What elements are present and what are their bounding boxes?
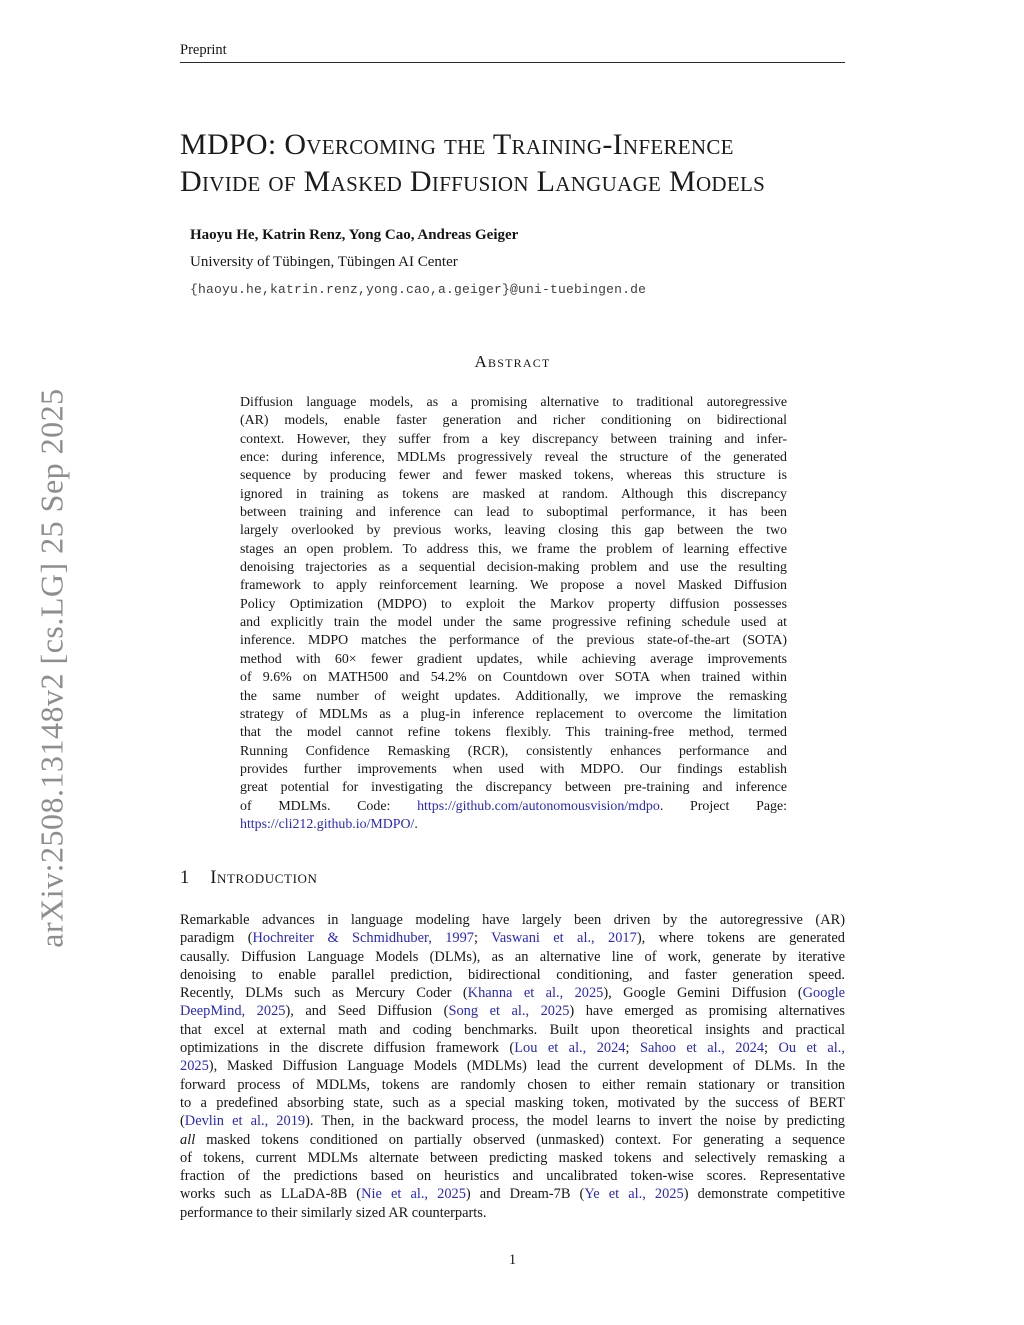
text-line: https://cli212.github.io/MDPO/.	[240, 816, 418, 832]
abstract-text	[240, 394, 787, 834]
text-line: ignored in training as tokens are masked at random. Although this discrepancy	[240, 486, 787, 502]
text-line: Diffusion language models, as a promising alternative to traditional autoregressive	[240, 395, 787, 410]
text-line: strategy of MDLMs as a plug-in inference replacement to overcome the limitation	[240, 706, 787, 722]
text-line: (Devlin et al., 2019). Then, in the backward process, the model learns to invert the noise by predicting	[180, 1113, 845, 1130]
text-line: great potential for investigating the discrepancy between pre-training and inference	[240, 780, 787, 796]
preprint-label: Preprint	[180, 42, 227, 58]
text-line: Running Confidence Remasking (RCR), consistently enhances performance and	[240, 743, 787, 759]
text-line: provides further improvements when used with MDPO. Our findings establish	[240, 761, 787, 777]
text-line: framework to apply reinforcement learning. We propose a novel Masked Diffusion	[240, 578, 787, 594]
text-line: the same number of weight updates. Additionally, we improve the remasking	[240, 688, 787, 704]
text-line: Recently, DLMs such as Mercury Coder (Khanna et al., 2025), Google Gemini Diffusion (Google	[180, 985, 845, 1002]
paper-title-line-1: MDPO: Overcoming the Training-Inference	[180, 128, 734, 161]
text-line: inference. MDPO matches the performance of the previous state-of-the-art (SOTA)	[240, 633, 787, 649]
section-title: Introduction	[210, 868, 318, 888]
introduction-text	[180, 911, 845, 1222]
arxiv-watermark: arXiv:2508.13148v2 [cs.LG] 25 Sep 2025	[33, 388, 70, 948]
text-line: of tokens, current MDLMs alternate between predicting masked tokens and selectively remasking a	[180, 1149, 845, 1166]
text-line: forward process of MDLMs, tokens are randomly chosen to either remain stationary or transition	[180, 1076, 845, 1093]
text-line: DeepMind, 2025), and Seed Diffusion (Song et al., 2025) have emerged as promising alternatives	[180, 1003, 845, 1020]
text-line: ence: during inference, MDLMs progressively reveal the structure of the generated	[240, 450, 787, 466]
code-url-link[interactable]: https://github.com/autonomousvision/mdpo	[417, 798, 660, 814]
section-number: 1	[180, 868, 190, 888]
emphasis-text: all	[180, 1131, 196, 1148]
citation-link[interactable]: Ye et al., 2025	[584, 1186, 684, 1203]
affiliation-line: University of Tübingen, Tübingen AI Center	[190, 254, 458, 270]
text-line: denoising trajectories as a sequential decision-making problem and use the resulting	[240, 560, 787, 576]
citation-link[interactable]: Song et al., 2025	[448, 1003, 570, 1020]
text-line: (AR) models, enable faster generation and richer conditioning on bidirectional	[240, 413, 787, 429]
citation-link[interactable]: 2025	[180, 1058, 209, 1075]
page-number: 1	[508, 1252, 517, 1268]
citation-link[interactable]: Nie et al., 2025	[361, 1186, 466, 1203]
citation-link[interactable]: Devlin et al., 2019	[184, 1113, 306, 1130]
text-line: Policy Optimization (MDPO) to exploit the Markov property diffusion possesses	[240, 596, 787, 612]
text-line: works such as LLaDA-8B (Nie et al., 2025) and Dream-7B (Ye et al., 2025) demonstrate competitive	[180, 1186, 845, 1203]
citation-link[interactable]: Vaswani et al., 2017	[491, 930, 637, 947]
text-line: stages an open problem. To address this, we frame the problem of learning effective	[240, 541, 787, 557]
citation-link[interactable]: Google	[802, 985, 845, 1002]
citation-link[interactable]: Sahoo et al., 2024	[639, 1040, 765, 1057]
authors-line: Haoyu He, Katrin Renz, Yong Cao, Andreas Geiger	[190, 227, 519, 243]
text-line: to a predefined absorbing state, such as a special masking token, motivated by the success of BERT	[180, 1094, 845, 1111]
text-line: that the model cannot refine tokens flexibly. This training-free method, termed	[240, 725, 787, 741]
text-line: method with 60× fewer gradient updates, while achieving average improvements	[240, 651, 787, 667]
text-line: paradigm (Hochreiter & Schmidhuber, 1997; Vaswani et al., 2017), where tokens are generated	[180, 930, 845, 947]
citation-link[interactable]: Khanna et al., 2025	[467, 985, 604, 1002]
citation-link[interactable]: Lou et al., 2024	[514, 1040, 626, 1057]
text-line: fraction of the predictions based on heuristics and uncalibrated token-wise scores. Representative	[180, 1168, 845, 1185]
citation-link[interactable]: Hochreiter & Schmidhuber, 1997	[252, 930, 474, 947]
text-line: Remarkable advances in language modeling have largely been driven by the autoregressive (AR)	[180, 912, 845, 928]
text-line: causally. Diffusion Language Models (DLMs), as an alternative line of work, generate by iterative	[180, 948, 845, 965]
citation-link[interactable]: DeepMind, 2025	[180, 1003, 286, 1020]
text-line: 2025), Masked Diffusion Language Models (MDLMs) lead the current development of DLMs. In the	[180, 1058, 845, 1075]
text-line: context. However, they suffer from a key discrepancy between training and infer-	[240, 431, 787, 447]
section-heading-introduction	[180, 868, 845, 889]
text-line: of 9.6% on MATH500 and 54.2% on Countdown over SOTA when trained within	[240, 670, 787, 686]
text-line: denoising to enable parallel prediction, bidirectional conditioning, and faster generation speed.	[180, 966, 845, 983]
citation-link[interactable]: Ou et al.,	[778, 1040, 845, 1057]
text-line: and explicitly train the model under the same progressive refining schedule used at	[240, 615, 787, 631]
text-line: that excel at external math and coding benchmarks. Built upon theoretical insights and practical	[180, 1021, 845, 1038]
text-line: between training and inference can lead to suboptimal performance, it has been	[240, 505, 787, 521]
text-line: of MDLMs. Code: https://github.com/autonomousvision/mdpo. Project Page:	[240, 798, 787, 814]
text-line: sequence by producing fewer and fewer masked tokens, whereas this structure is	[240, 468, 787, 484]
project-page-url-link[interactable]: https://cli212.github.io/MDPO/	[240, 816, 415, 832]
authors-email: {haoyu.he,katrin.renz,yong.cao,a.geiger}@uni-tuebingen.de	[190, 282, 647, 297]
text-line: all masked tokens conditioned on partially observed (unmasked) context. For generating a sequence	[180, 1131, 845, 1148]
abstract-heading: Abstract	[474, 352, 551, 371]
text-line: largely overlooked by previous works, leaving closing this gap between the two	[240, 523, 787, 539]
page-header	[180, 42, 845, 63]
paper-title-line-2: Divide of Masked Diffusion Language Models	[180, 165, 766, 198]
text-line: performance to their similarly sized AR counterparts.	[180, 1204, 487, 1221]
paper-title	[180, 126, 860, 200]
text-line: optimizations in the discrete diffusion framework (Lou et al., 2024; Sahoo et al., 2024; Ou et al.,	[180, 1040, 845, 1057]
